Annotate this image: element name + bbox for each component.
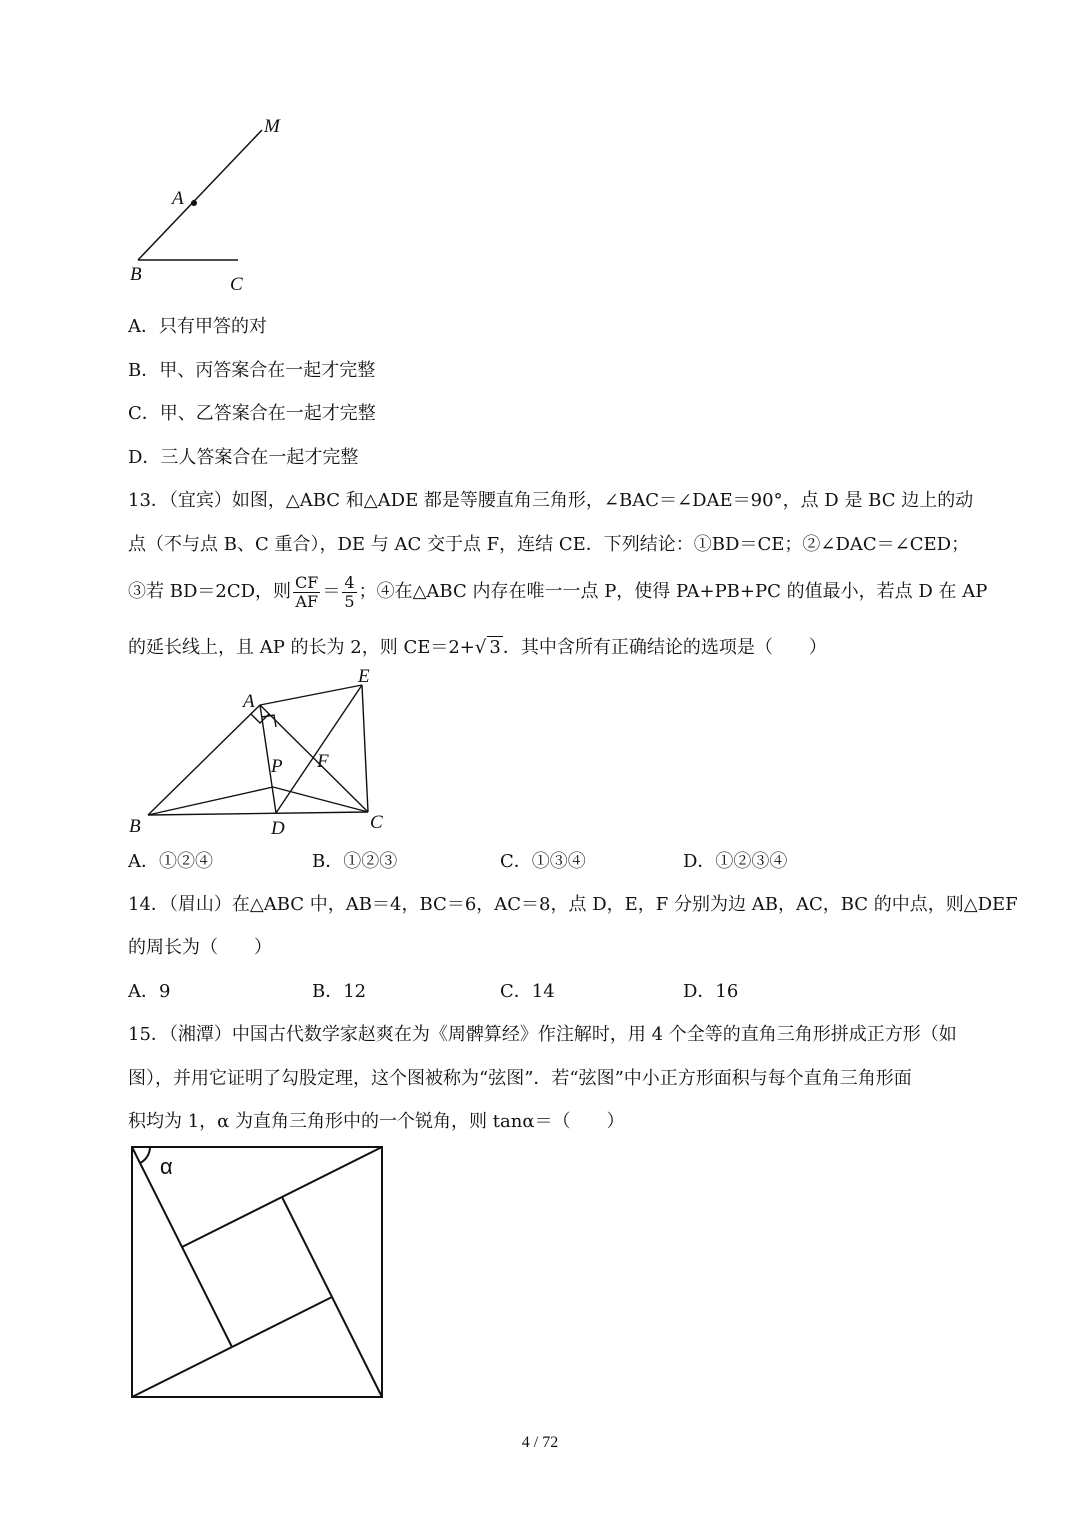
segment-ae xyxy=(260,685,362,705)
right-angle-mark-dae xyxy=(262,715,276,727)
q13-equals: ＝ xyxy=(322,581,341,602)
q13-option-d: D．①②③④ xyxy=(683,851,788,872)
label-c: C xyxy=(370,812,383,833)
q13-stem-line4 xyxy=(128,636,827,659)
figure-q13-triangles xyxy=(120,660,400,840)
right-angle-mark-bac xyxy=(251,714,269,723)
q12-option-b: B．甲、丙答案合在一起才完整 xyxy=(128,360,376,381)
angle-alpha-arc xyxy=(140,1147,150,1163)
fraction-cf-numerator: CF xyxy=(295,572,319,592)
hypotenuse-right xyxy=(282,1197,382,1397)
fraction-4-numerator: 4 xyxy=(344,572,355,592)
q14-stem-line1: 14．（眉山）在△ABC 中，AB＝4，BC＝6，AC＝8，点 D，E，F 分别为边 AB，AC，BC 的中点，则△DEF xyxy=(128,894,1018,915)
label-alpha: α xyxy=(160,1154,173,1179)
q13-option-c: C．①③④ xyxy=(500,851,586,872)
segment-ab xyxy=(148,705,260,815)
fraction-cf-af xyxy=(293,574,320,611)
label-d: D xyxy=(271,818,285,839)
q13-stem-line1: 13．（宜宾）如图，△ABC 和△ADE 都是等腰直角三角形，∠BAC＝∠DAE＝90°，点 D 是 BC 边上的动 xyxy=(128,490,974,511)
segment-bc xyxy=(148,812,368,815)
sqrt-sign: √ xyxy=(474,637,487,658)
q14-option-a: A．9 xyxy=(128,981,171,1002)
q15-stem-line1: 15．（湘潭）中国古代数学家赵爽在为《周髀算经》作注解时，用 4 个全等的直角三角形拼成正方形（如 xyxy=(128,1024,957,1045)
label-m: M xyxy=(264,116,280,137)
q13-line4-text-b: ．其中含所有正确结论的选项是（ ） xyxy=(502,637,827,658)
fraction-4-5 xyxy=(342,574,356,611)
segment-ec xyxy=(362,685,368,812)
label-c: C xyxy=(230,274,243,295)
q13-line3-text-a: ③若 BD＝2CD，则 xyxy=(128,581,292,602)
page-number: 4 / 72 xyxy=(521,1434,559,1451)
q14-stem-line2: 的周长为（ ） xyxy=(128,937,272,958)
label-b: B xyxy=(129,816,141,837)
fraction-5-denominator: 5 xyxy=(344,591,355,611)
label-a: A xyxy=(243,691,255,712)
outer-square xyxy=(132,1147,382,1397)
figure-q12-angle xyxy=(120,110,300,300)
label-b: B xyxy=(130,264,142,285)
q14-option-c: C．14 xyxy=(500,981,555,1002)
q14-option-b: B．12 xyxy=(312,981,367,1002)
q15-stem-line3: 积均为 1，α 为直角三角形中的一个锐角，则 tanα＝（ ） xyxy=(128,1111,625,1132)
q13-option-b: B．①②③ xyxy=(312,851,398,872)
q13-line3-text-b: ；④在△ABC 内存在唯一一点 P，使得 PA+PB+PC 的值最小，若点 D 在 AP xyxy=(358,581,988,602)
sqrt-radicand: 3 xyxy=(489,637,501,658)
q12-option-a: A．只有甲答的对 xyxy=(128,316,267,337)
q13-option-a: A．①②④ xyxy=(128,851,213,872)
figure-q15-string-figure xyxy=(126,1142,388,1404)
hypotenuse-top xyxy=(182,1147,382,1247)
segment-pc xyxy=(273,787,368,812)
q12-option-d: D．三人答案合在一起才完整 xyxy=(128,447,359,468)
q13-stem-line2: 点（不与点 B、C 重合），DE 与 AC 交于点 F，连结 CE．下列结论：①BD＝CE；②∠DAC＝∠CED； xyxy=(128,534,970,555)
label-f: F xyxy=(317,751,329,772)
label-e: E xyxy=(358,666,370,687)
q15-stem-line2: 图），并用它证明了勾股定理，这个图被称为“弦图”．若“弦图”中小正方形面积与每个直角三角形面 xyxy=(128,1068,912,1089)
segment-bp xyxy=(148,787,273,815)
q13-stem-line3 xyxy=(128,570,987,614)
q12-option-c: C．甲、乙答案合在一起才完整 xyxy=(128,403,376,424)
q13-line4-text-a: 的延长线上，且 AP 的长为 2，则 CE＝2+ xyxy=(128,637,475,658)
label-a: A xyxy=(172,188,184,209)
q14-option-d: D．16 xyxy=(683,981,739,1002)
hypotenuse-bottom xyxy=(132,1297,332,1397)
ray-bm xyxy=(138,130,262,260)
label-p: P xyxy=(271,756,283,777)
point-a xyxy=(191,200,197,206)
fraction-af-denominator: AF xyxy=(295,591,319,611)
